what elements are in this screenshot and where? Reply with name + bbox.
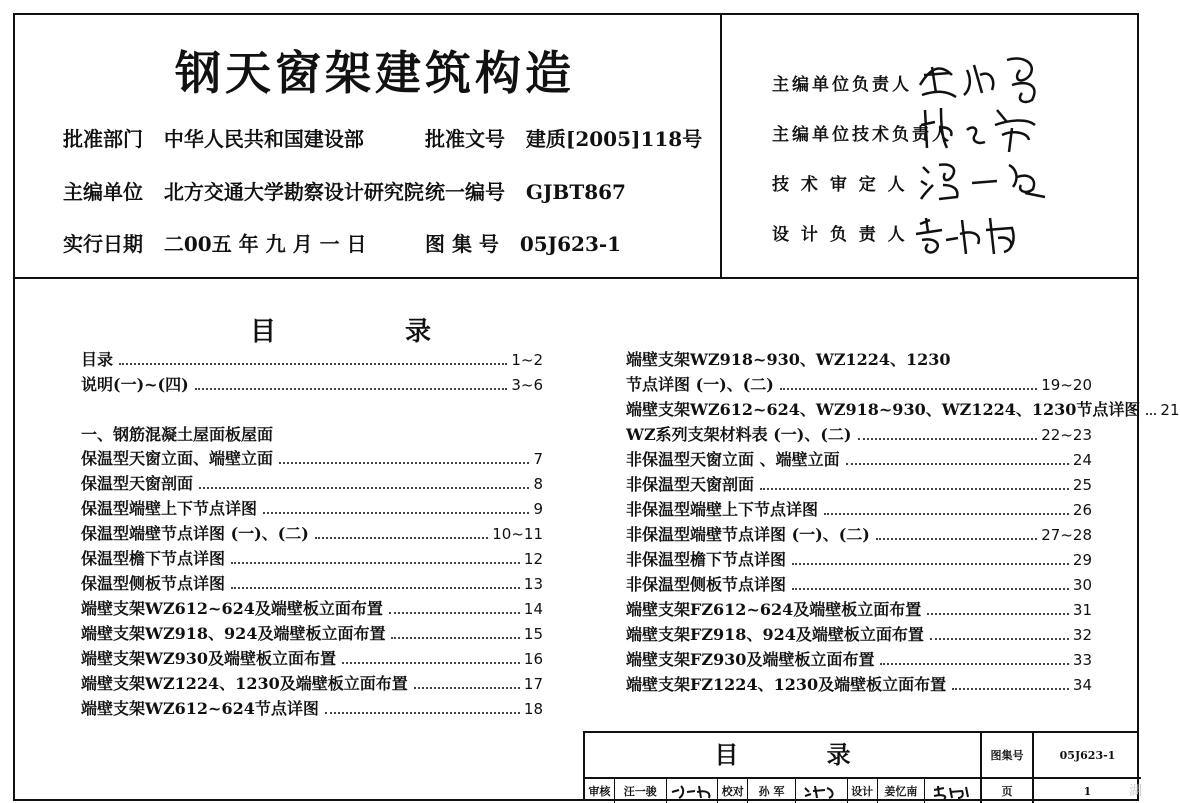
toc-entry[interactable]: 端壁支架WZ612~624节点详图 18 — [81, 699, 543, 718]
toc-entry[interactable]: 非保温型侧板节点详图 30 — [626, 575, 1092, 594]
toc-entry[interactable]: 保温型侧板节点详图 13 — [81, 574, 543, 593]
toc-entry[interactable]: 非保温型端壁节点详图 (一)、(二) 27~28 — [626, 525, 1092, 544]
toc-entry[interactable]: 端壁支架FZ1224、1230及端壁板立面布置 34 — [626, 675, 1092, 694]
info-label: 实行日期 — [63, 232, 143, 256]
info-chief-unit — [63, 176, 424, 205]
toc-entry[interactable]: 保温型檐下节点详图 12 — [81, 549, 543, 568]
toc-entry[interactable]: 说明(一)~(四) 3~6 — [81, 375, 543, 394]
toc-entry[interactable]: 目录 1~2 — [81, 350, 543, 369]
info-value: 建质[2005]118号 — [525, 127, 703, 151]
toc-entry[interactable]: 节点详图 (一)、(二) 19~20 — [626, 375, 1092, 394]
info-label: 主编单位 — [63, 180, 143, 204]
resp-chief-tech: 主编单位技术负责人 — [772, 125, 952, 145]
info-approval-dept — [63, 123, 364, 152]
info-value: 北方交通大学勘察设计研究院 — [163, 180, 424, 204]
info-effective-date — [63, 228, 367, 257]
signoff-row — [585, 779, 982, 803]
info-label: 批准文号 — [425, 127, 505, 151]
info-value: 中华人民共和国建设部 — [163, 127, 364, 151]
atlas-number: 05J623-1 — [1034, 733, 1141, 779]
reviewer-name: 汪一骏 — [615, 779, 667, 803]
signature-tech-reviewer — [917, 155, 1057, 205]
toc-entry[interactable]: 非保温型端壁上下节点详图 26 — [626, 500, 1092, 519]
signature-chief-unit — [912, 45, 1062, 105]
page-label: 页 — [982, 779, 1034, 803]
review-label: 审核 — [585, 779, 615, 803]
designer-name: 姜忆南 — [878, 779, 926, 803]
toc-entry[interactable]: 非保温型天窗立面 、端壁立面 24 — [626, 450, 1092, 469]
toc-entry[interactable]: 非保温型檐下节点详图 29 — [626, 550, 1092, 569]
toc-entry[interactable]: 非保温型天窗剖面 25 — [626, 475, 1092, 494]
info-label: 图 集 号 — [425, 232, 499, 256]
toc-title: 目 录 — [250, 317, 492, 347]
check-label: 校对 — [718, 779, 748, 803]
atlas-label: 图集号 — [982, 733, 1034, 779]
toc-entry[interactable]: 保温型端壁上下节点详图 9 — [81, 499, 543, 518]
signature-chief-tech — [917, 100, 1057, 155]
info-approval-no — [425, 123, 702, 152]
toc-entry-continued: 端壁支架WZ918~930、WZ1224、1230 — [626, 350, 951, 369]
info-value: GJBT867 — [525, 180, 626, 204]
design-label: 设计 — [848, 779, 878, 803]
toc-entry[interactable]: 保温型天窗剖面 8 — [81, 474, 543, 493]
info-unified-no — [425, 176, 626, 205]
toc-entry[interactable]: WZ系列支架材料表 (一)、(二) 22~23 — [626, 425, 1092, 444]
signature-design-lead — [912, 210, 1062, 260]
toc-entry[interactable]: 端壁支架WZ612~624、WZ918~930、WZ1224、1230节点详图 21 — [626, 400, 1180, 419]
header-info-panel — [15, 15, 722, 277]
toc-entry[interactable]: 保温型端壁节点详图 (一)、(二) 10~11 — [81, 524, 543, 543]
responsibles-panel — [722, 15, 1139, 277]
info-value: 二00五 年 九 月 一 日 — [163, 232, 367, 256]
checker-name: 孙 军 — [748, 779, 796, 803]
reviewer-signature — [667, 779, 719, 803]
page-number: 1 — [1083, 784, 1092, 798]
resp-chief-unit: 主编单位负责人 — [772, 75, 912, 95]
toc-entry[interactable]: 端壁支架WZ1224、1230及端壁板立面布置 17 — [81, 674, 543, 693]
toc-entry[interactable]: 端壁支架WZ918、924及端壁板立面布置 15 — [81, 624, 543, 643]
drawing-sheet — [13, 13, 1180, 801]
title-block-name: 目 录 — [585, 733, 982, 779]
resp-tech-reviewer: 技 术 审 定 人 — [772, 175, 908, 195]
corner-watermark: 湖 — [1128, 784, 1142, 799]
toc-entry[interactable]: 端壁支架FZ612~624及端壁板立面布置 31 — [626, 600, 1092, 619]
resp-design-lead: 设 计 负 责 人 — [772, 225, 908, 245]
info-label: 统一编号 — [425, 180, 505, 204]
toc-entry[interactable]: 端壁支架FZ930及端壁板立面布置 33 — [626, 650, 1092, 669]
toc-entry[interactable]: 端壁支架FZ918、924及端壁板立面布置 32 — [626, 625, 1092, 644]
toc-entry[interactable]: 端壁支架WZ930及端壁板立面布置 16 — [81, 649, 543, 668]
info-value: 05J623-1 — [519, 232, 622, 256]
toc-section-heading: 一、钢筋混凝土屋面板屋面 — [81, 425, 274, 444]
checker-signature — [796, 779, 848, 803]
toc-entry[interactable]: 保温型天窗立面、端壁立面 7 — [81, 449, 543, 468]
toc-entry[interactable]: 端壁支架WZ612~624及端壁板立面布置 14 — [81, 599, 543, 618]
info-label: 批准部门 — [63, 127, 143, 151]
title-block — [583, 731, 1139, 801]
info-atlas-no — [425, 228, 621, 257]
designer-signature — [925, 779, 980, 803]
header-divider — [15, 277, 1137, 279]
page-title: 钢天窗架建筑构造 — [175, 46, 575, 100]
